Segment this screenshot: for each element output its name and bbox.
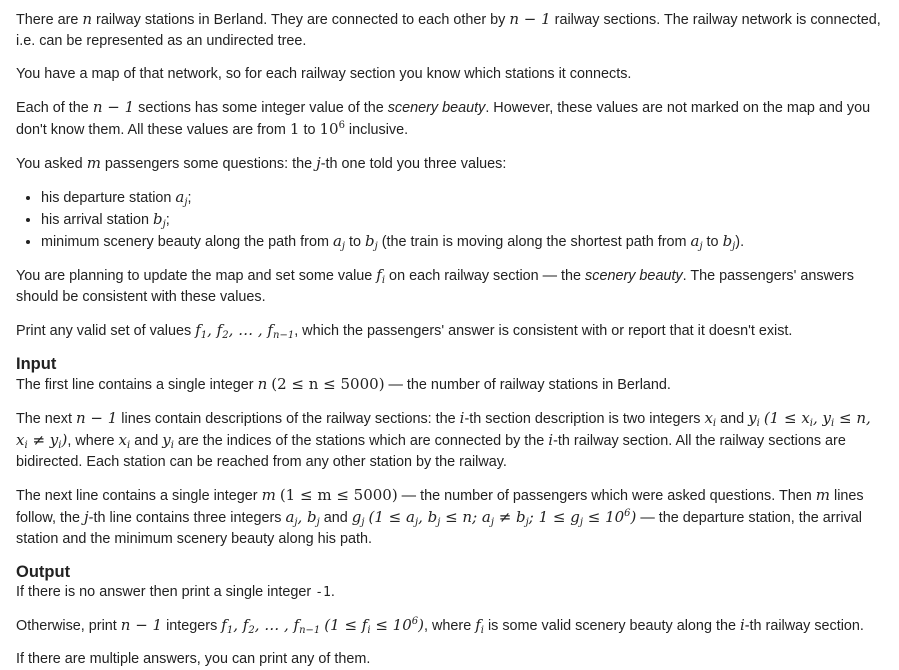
paragraph-map: You have a map of that network, so for each railway section you know which stations it connects.: [16, 66, 632, 82]
output-heading: Output: [16, 563, 71, 581]
paragraph-print: Print any valid set of values $f_1$, $f_2$, … , $f_{n-1}$, which the passengers' answer is consistent with or report that it doesn't exist.: [16, 321, 793, 341]
input-line-2: The next n − 1 lines contain descriptions of the railway sections: the i-th section description is two integers $x_i$ and $y_i$ ($1 \le x_i$, $y_i \le n$, $x_i \ne y_i$), where $x_i$ and $y_i$ are the indices of the stations which are connected by the i-th railway section. All the railway sections are bidirected. Each station can be reached from any other station by the railway.: [16, 409, 871, 470]
list-item: • his departure station $a_j$;: [41, 187, 883, 209]
input-heading: Input: [16, 355, 57, 373]
paragraph-beauty: Each of the n − 1 sections has some integer value of the scenery beauty. However, these values are not marked on the map and you don't know them. All these values are from 1 to $10^6$ inclusive.: [16, 98, 871, 138]
values-list: [16, 187, 883, 253]
input-line-3: The next line contains a single integer m (1 ≤ m ≤ 5000) — the number of passengers which were asked questions. Then m lines follow, the j-th line contains three integers $a_j$, $b_j$ and $g_j$ ($1 \le a_j$, $b_j \le n$; $a_j \ne b_j$; $1 \le g_j \le 10^6$) — the departure station, the arrival station and the minimum scenery beauty along his path.: [16, 486, 864, 547]
list-item: • minimum scenery beauty along the path from $a_j$ to $b_j$ (the train is moving along the shortest path from $a_j$ to $b_j$).: [41, 231, 883, 253]
input-line-1: The first line contains a single integer n (2 ≤ n ≤ 5000) — the number of railway stations in Berland.: [16, 375, 671, 393]
paragraph-update: You are planning to update the map and set some value $f_i$ on each railway section — the scenery beauty. The passengers' answers should be consistent with these values.: [16, 266, 854, 305]
output-line-3: If there are multiple answers, you can print any of them.: [16, 651, 371, 667]
paragraph-passengers: You asked m passengers some questions: the j-th one told you three values:: [16, 154, 507, 172]
list-item: • his arrival station $b_j$;: [41, 209, 883, 231]
output-line-2: Otherwise, print n − 1 integers $f_1$, $f_2$, … , $f_{n-1}$ $(1 \le f_i \le 10^6)$, where $f_i$ is some valid scenery beauty along the i-th railway section.: [16, 616, 864, 636]
paragraph-network: There are n railway stations in Berland. They are connected to each other by n − 1 railway sections. The railway network is connected, i.e. can be represented as an undirected tree.: [16, 10, 881, 49]
output-line-1: If there is no answer then print a single integer -1.: [16, 584, 335, 600]
